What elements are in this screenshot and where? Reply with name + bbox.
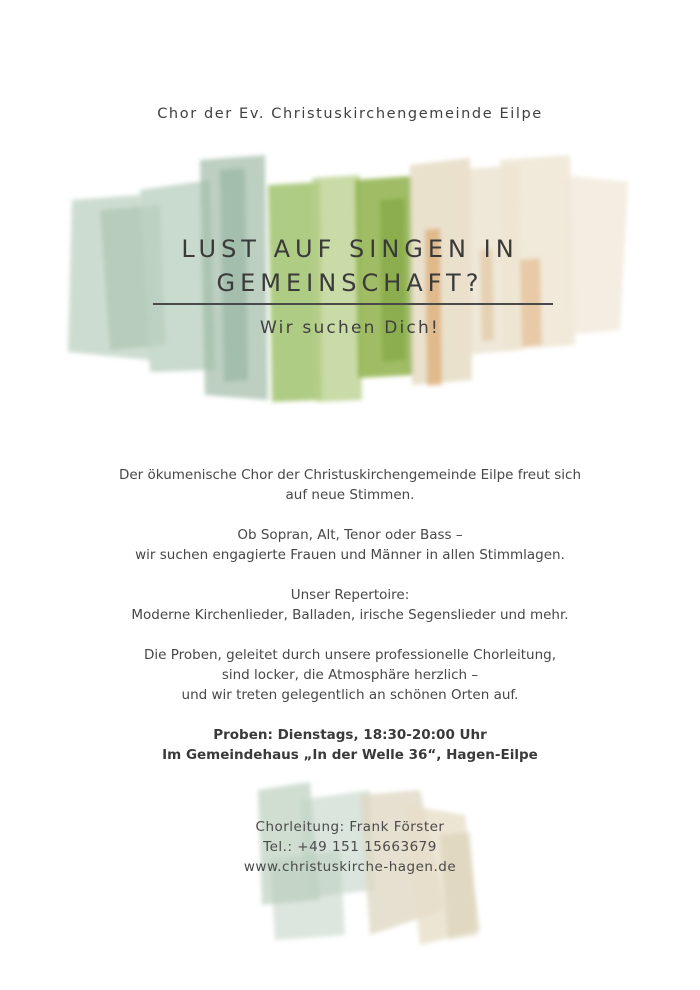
- text-line: Moderne Kirchenlieder, Balladen, irische Segenslieder und mehr.: [131, 607, 569, 623]
- text-line: sind locker, die Atmosphäre herzlich –: [221, 667, 479, 683]
- website-link[interactable]: www.christuskirche-hagen.de: [243, 859, 457, 875]
- choir-director: Chorleitung: Frank Förster: [255, 819, 445, 835]
- tagline: Wir suchen Dich!: [260, 318, 440, 338]
- text-line: Ob Sopran, Alt, Tenor oder Bass –: [237, 527, 463, 543]
- text-line: wir suchen engagierte Frauen und Männer in allen Stimmlagen.: [135, 547, 565, 563]
- text-line: Die Proben, geleitet durch unsere professionelle Chorleitung,: [143, 647, 557, 663]
- text-line: Der ökumenische Chor der Christuskirchengemeinde Eilpe freut sich: [118, 467, 581, 483]
- rehearsal-location: Im Gemeindehaus „In der Welle 36“, Hagen-Eilpe: [162, 747, 538, 763]
- text-line: auf neue Stimmen.: [285, 487, 415, 503]
- text-line: Unser Repertoire:: [290, 587, 410, 603]
- headline-line-1: LUST AUF SINGEN IN: [181, 235, 519, 263]
- rehearsal-times: Proben: Dienstags, 18:30-20:00 Uhr: [213, 727, 487, 743]
- text-line: und wir treten gelegentlich an schönen Orten auf.: [181, 687, 519, 703]
- organization-name: Chor der Ev. Christuskirchengemeinde Eilpe: [157, 106, 543, 122]
- contact-block: [0, 817, 700, 877]
- headline-line-2: GEMEINSCHAFT?: [216, 269, 484, 297]
- phone-number: Tel.: +49 151 15663679: [263, 839, 437, 855]
